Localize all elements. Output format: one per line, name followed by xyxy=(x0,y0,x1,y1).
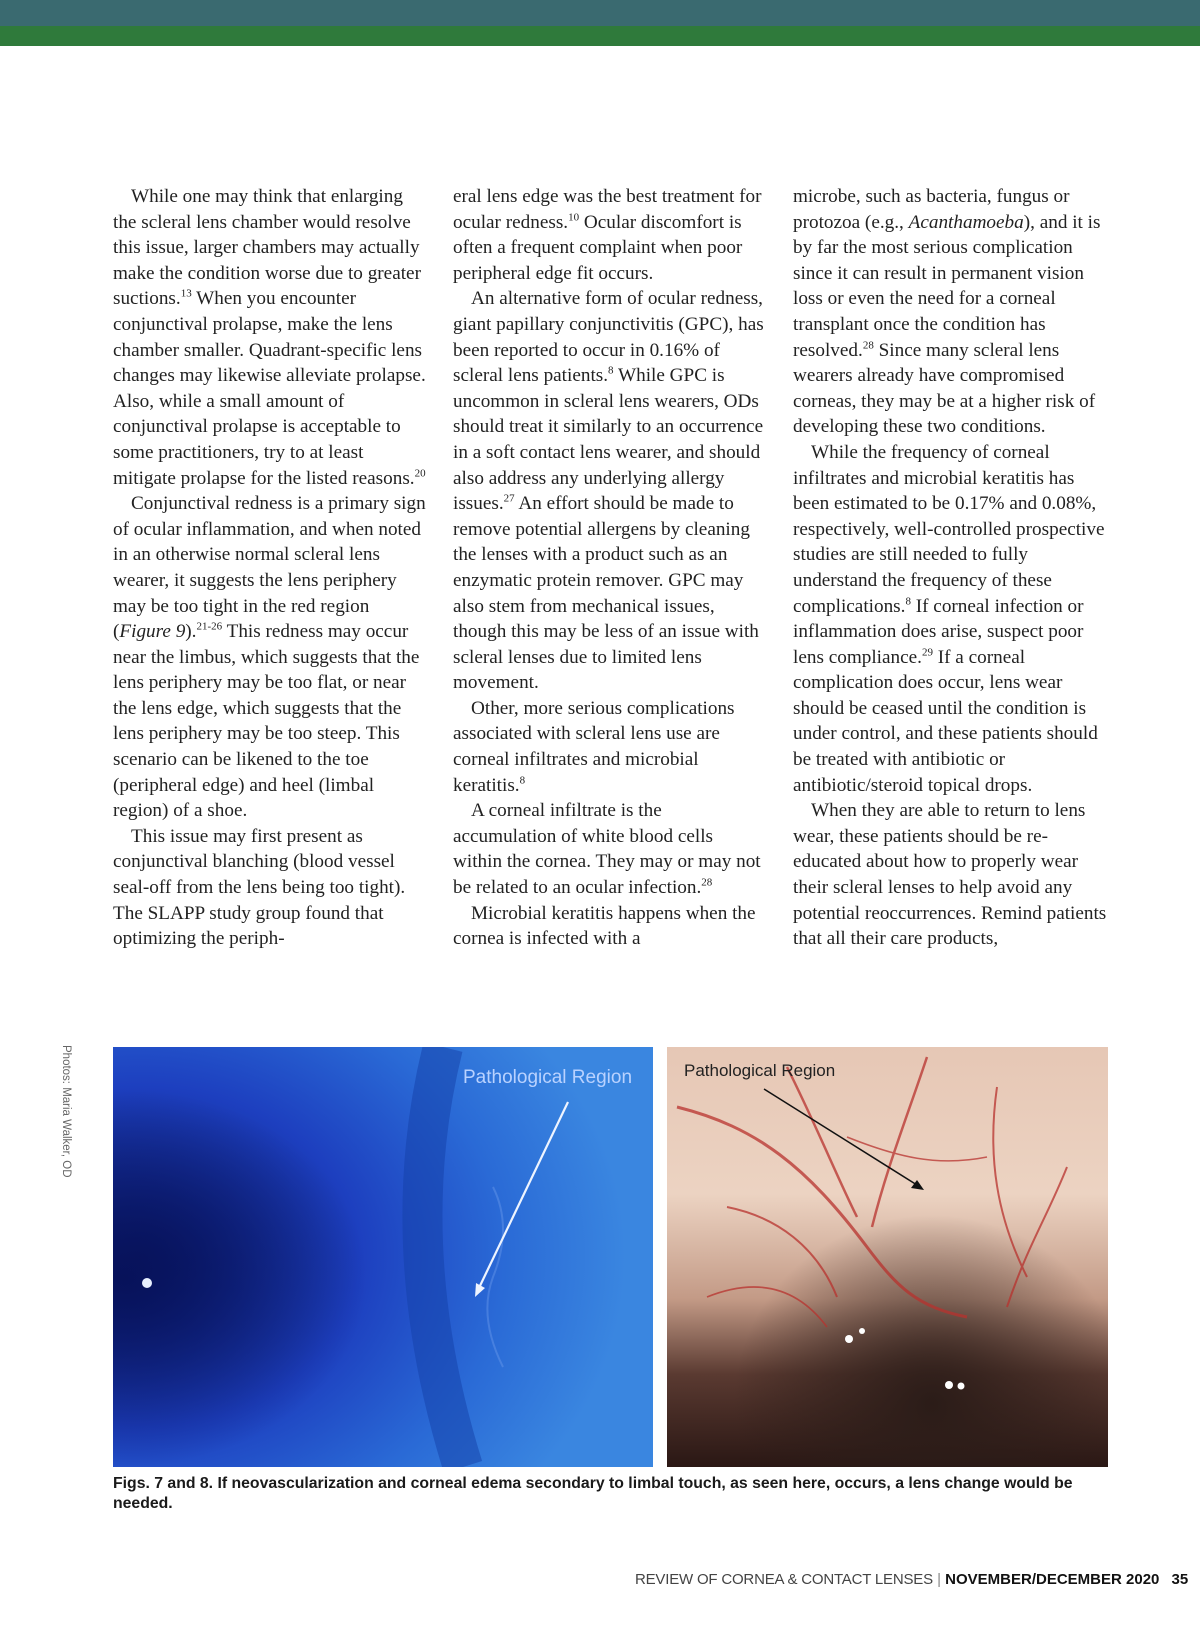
paragraph: While the frequency of corneal infiltrates and microbial keratitis has been estimated to be 0.17% and 0.08%, respectively, well-controlled prospective studies are still needed to fully understand the frequency of these complications.$^8$ If corneal infection or inflammation does arise, suspect poor lens compliance.$^{29}$ If a corneal complication does occur, lens wear should be ceased until the condition is under control, and these patients should be treated with antibiotic or antibiotic/steroid topical drops. xyxy=(793,441,1105,796)
reference-number: 20 xyxy=(414,467,426,480)
paragraph: Conjunctival redness is a primary sign of ocular inflammation, and when noted in an otherwise normal scleral lens wearer, it suggests the lens periphery may be too tight in the red region (Figure 9).$^{21-26}$ This redness may occur near the limbus, which suggests that the lens periphery may be too flat, or near the lens edge, which suggests that the lens periphery may be too steep. This scenario can be likened to the toe (peripheral edge) and heel (limbal region) of a shoe. xyxy=(113,493,426,822)
footer-separator: | xyxy=(937,1571,941,1588)
paragraph: microbe, such as bacteria, fungus or protozoa (e.g., Acanthamoeba), and it is by far the most serious complication since it can result in permanent vision loss or even the need for a corneal transplant once the condition has resolved.$^{28}$ Since many scleral lens wearers already have compromised corneas, they may be at a higher risk of developing these two conditions. xyxy=(793,186,1101,438)
reference-number: 13 xyxy=(180,287,192,300)
header-band xyxy=(0,0,1200,26)
publication-name: REVIEW OF CORNEA & CONTACT LENSES xyxy=(635,1571,933,1588)
text-column-3 xyxy=(793,184,1111,952)
paragraph: While one may think that enlarging the scleral lens chamber would resolve this issue, larger chambers may actually make the condition worse due to greater suctions.$^{13}$ When you encounter conjunctival prolapse, make the lens chamber smaller. Quadrant-specific lens changes may likewise alleviate prolapse. Also, while a small amount of conjunctival prolapse is acceptable to some practitioners, try to at least mitigate prolapse for the listed reasons.$^{20}$ xyxy=(113,186,426,489)
reference-number: 29 xyxy=(921,646,933,659)
figure-8-photo xyxy=(667,1047,1108,1467)
figure-7-label: Pathological Region xyxy=(463,1067,633,1088)
paragraph: When they are able to return to lens wear, these patients should be re-educated about how to properly wear their scleral lenses to help avoid any potential reoccurrences. Remind patients that all their care products, xyxy=(793,800,1107,950)
figure-7-photo xyxy=(113,1047,653,1467)
paragraph: Other, more serious complications associated with scleral lens use are corneal infiltrates and microbial keratitis.$^8$ xyxy=(453,697,735,796)
reference-number: 28 xyxy=(701,876,713,889)
figure-8-image xyxy=(667,1047,1108,1467)
figure-8-label: Pathological Region xyxy=(684,1061,836,1080)
reference-number: 27 xyxy=(503,492,515,505)
reference-number: 8 xyxy=(519,774,526,787)
figure-caption: Figs. 7 and 8. If neovascularization and corneal edema secondary to limbal touch, as seen here, occurs, a lens change would be needed. xyxy=(113,1475,1073,1512)
reference-number: 8 xyxy=(905,595,911,608)
reference-number: 10 xyxy=(568,211,580,224)
italic-term: Acanthamoeba xyxy=(908,211,1024,233)
reference-number: 28 xyxy=(862,339,874,352)
text-column-1 xyxy=(113,184,426,952)
text-column-2 xyxy=(453,184,766,952)
page-footer xyxy=(635,1571,1189,1588)
paragraph: eral lens edge was the best treatment for ocular redness.$^{10}$ Ocular discomfort is often a frequent complaint when poor peripheral edge fit occurs. xyxy=(453,186,762,284)
header-accent-band xyxy=(0,26,1200,46)
issue-date: NOVEMBER/DECEMBER 2020 xyxy=(945,1571,1160,1588)
figure-7-image xyxy=(113,1047,653,1467)
reference-number: 8 xyxy=(608,364,614,377)
figure-reference: Figure 9 xyxy=(119,621,186,643)
reference-number: 21-26 xyxy=(196,620,223,633)
paragraph: This issue may first present as conjunctival blanching (blood vessel seal-off from the lens being too tight). The SLAPP study group found that optimizing the periph- xyxy=(113,825,406,950)
paragraph: An alternative form of ocular redness, giant papillary conjunctivitis (GPC), has been reported to occur in 0.16% of scleral lens patients.$^8$ While GPC is uncommon in scleral lens wearers, ODs should treat it similarly to an occurrence in a soft contact lens wearer, and should also address any underlying allergy issues.$^{27}$ An effort should be made to remove potential allergens by cleaning the lenses with a product such as an enzymatic protein remover. GPC may also stem from mechanical issues, though this may be less of an issue with scleral lenses due to limited lens movement. xyxy=(453,288,764,694)
page-number: 35 xyxy=(1171,1571,1189,1588)
photo-credit: Photos: Maria Walker, OD xyxy=(60,1045,72,1178)
paragraph: Microbial keratitis happens when the cornea is infected with a xyxy=(453,902,756,950)
paragraph: A corneal infiltrate is the accumulation of white blood cells within the cornea. They may or may not be related to an ocular infection.$^{28}$ xyxy=(453,800,761,899)
